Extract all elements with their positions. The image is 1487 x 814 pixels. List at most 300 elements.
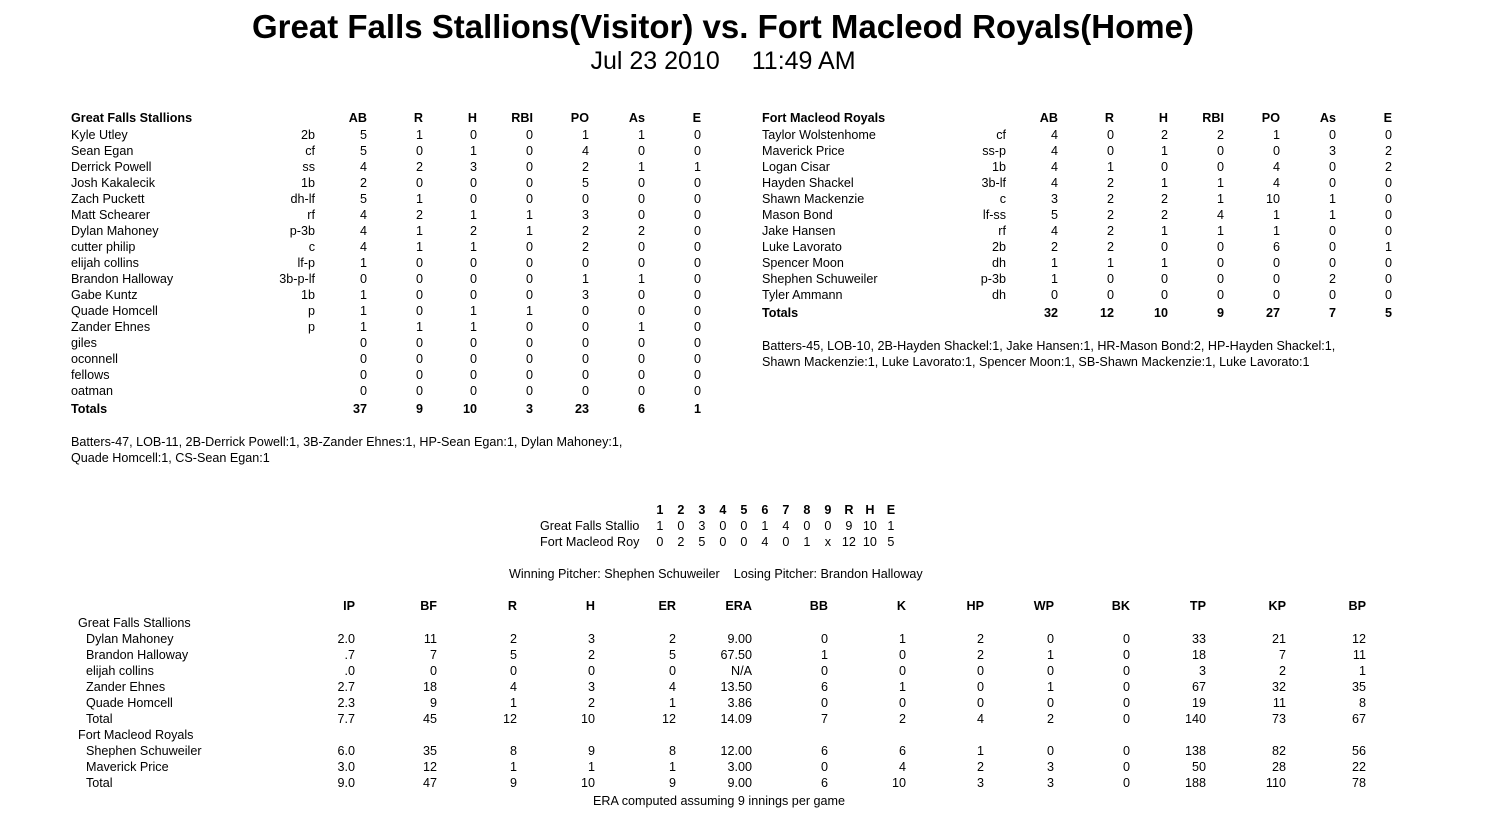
column-header: R bbox=[507, 599, 517, 613]
stat-cell: 2 bbox=[976, 648, 984, 662]
pitching-header-spacer bbox=[78, 597, 278, 615]
stat-cell: 0 bbox=[1328, 288, 1336, 302]
losing-pitcher: Losing Pitcher: Brandon Halloway bbox=[733, 567, 923, 581]
stat-cell: 7.7 bbox=[337, 712, 355, 726]
stat-cell: 0 bbox=[525, 144, 533, 158]
stat-cell: 13.50 bbox=[720, 680, 752, 694]
inning-score: 0 bbox=[803, 519, 811, 533]
inning-score: 0 bbox=[824, 519, 832, 533]
stat-cell: 0 bbox=[637, 352, 645, 366]
inning-score: x bbox=[824, 535, 832, 549]
stat-cell: 2 bbox=[1160, 128, 1168, 142]
stat-cell: 0 bbox=[1216, 160, 1224, 174]
stat-cell: 0 bbox=[1122, 648, 1130, 662]
stat-cell: 12 bbox=[1351, 632, 1366, 646]
stat-cell: 0 bbox=[581, 256, 589, 270]
stat-cell: 0 bbox=[976, 680, 984, 694]
inning-header: 6 bbox=[761, 503, 769, 517]
stat-cell: 0 bbox=[693, 336, 701, 350]
stat-cell: 5 bbox=[668, 648, 676, 662]
empty-cell bbox=[1054, 727, 1130, 743]
player-position: dh bbox=[991, 256, 1006, 270]
stat-cell: 2 bbox=[1278, 664, 1286, 678]
stat-cell: 10 bbox=[580, 776, 595, 790]
stat-cell: 1 bbox=[359, 304, 367, 318]
total-cell: 32 bbox=[1043, 306, 1058, 320]
stat-cell: 0 bbox=[415, 368, 423, 382]
column-header: AB bbox=[348, 111, 367, 125]
stat-cell: 0 bbox=[1106, 288, 1114, 302]
total-cell: 10 bbox=[1153, 306, 1168, 320]
inning-score: 1 bbox=[803, 535, 811, 549]
stat-cell: 0 bbox=[1384, 176, 1392, 190]
column-header: As bbox=[628, 111, 645, 125]
stat-cell: 2 bbox=[587, 648, 595, 662]
stat-cell: 2 bbox=[469, 224, 477, 238]
column-header: K bbox=[896, 599, 906, 613]
player-position: p bbox=[307, 320, 315, 334]
page-title: Great Falls Stallions(Visitor) vs. Fort Macleod Royals(Home) bbox=[252, 8, 1194, 45]
stat-cell: 1 bbox=[668, 696, 676, 710]
stat-cell: 0 bbox=[469, 272, 477, 286]
inning-score: 12 bbox=[841, 535, 856, 549]
column-header: R bbox=[1104, 111, 1114, 125]
stat-cell: 5 bbox=[359, 192, 367, 206]
stat-cell: 2 bbox=[637, 224, 645, 238]
empty-cell bbox=[437, 727, 517, 743]
stat-cell: 0 bbox=[509, 664, 517, 678]
stat-cell: 0 bbox=[415, 336, 423, 350]
pitcher-name: Total bbox=[86, 776, 113, 790]
stat-cell: 0 bbox=[1160, 288, 1168, 302]
empty-cell bbox=[278, 727, 355, 743]
stat-cell: 0 bbox=[469, 176, 477, 190]
player-position: 1b bbox=[300, 176, 315, 190]
inning-header: R bbox=[844, 503, 854, 517]
empty-cell bbox=[676, 727, 752, 743]
stat-cell: 2 bbox=[976, 760, 984, 774]
table-row bbox=[78, 663, 1366, 679]
stat-cell: 2 bbox=[1106, 176, 1114, 190]
player-name: Spencer Moon bbox=[762, 256, 844, 270]
player-position bbox=[271, 383, 315, 399]
column-header: R bbox=[413, 111, 423, 125]
stat-cell: 1 bbox=[525, 208, 533, 222]
empty-cell bbox=[984, 615, 1054, 631]
stat-cell: 0 bbox=[637, 240, 645, 254]
player-position: rf bbox=[307, 208, 315, 222]
stat-cell: 11 bbox=[1272, 696, 1286, 710]
stat-cell: 0 bbox=[1046, 744, 1054, 758]
player-name: Gabe Kuntz bbox=[71, 288, 138, 302]
stat-cell: 1 bbox=[415, 240, 423, 254]
stat-cell: 4 bbox=[359, 160, 367, 174]
stat-cell: 1 bbox=[1272, 128, 1280, 142]
game-date: Jul 23 2010 bbox=[590, 47, 720, 75]
stat-cell: 0 bbox=[1216, 144, 1224, 158]
player-name: oconnell bbox=[71, 352, 118, 366]
stat-cell: 0 bbox=[693, 288, 701, 302]
stat-cell: 3.00 bbox=[727, 760, 752, 774]
stat-cell: 0 bbox=[1216, 240, 1224, 254]
empty-cell bbox=[1286, 615, 1366, 631]
table-row bbox=[762, 271, 1392, 287]
player-position: 2b bbox=[300, 128, 315, 142]
pitcher-name: Dylan Mahoney bbox=[86, 632, 174, 646]
player-position: c bbox=[308, 240, 315, 254]
stat-cell: 0 bbox=[469, 192, 477, 206]
stat-cell: 0 bbox=[898, 648, 906, 662]
stat-cell: 1 bbox=[525, 224, 533, 238]
stat-cell: 0 bbox=[693, 192, 701, 206]
stat-cell: 18 bbox=[1191, 648, 1206, 662]
stat-cell: 0 bbox=[820, 696, 828, 710]
table-row bbox=[71, 319, 701, 335]
column-header: BB bbox=[809, 599, 828, 613]
stat-cell: 1 bbox=[637, 320, 645, 334]
stat-cell: 0 bbox=[1122, 776, 1130, 790]
player-name: oatman bbox=[71, 384, 114, 398]
player-position bbox=[271, 351, 315, 367]
column-header: KP bbox=[1268, 599, 1286, 613]
column-header: AB bbox=[1039, 111, 1058, 125]
inning-header: 1 bbox=[656, 503, 664, 517]
stat-cell: 0 bbox=[359, 368, 367, 382]
stat-cell: 0 bbox=[693, 272, 701, 286]
totals-label: Totals bbox=[71, 402, 108, 416]
stat-cell: 1 bbox=[359, 320, 367, 334]
stat-cell: 0 bbox=[637, 208, 645, 222]
stat-cell: 2 bbox=[1160, 192, 1168, 206]
inning-score: 5 bbox=[698, 535, 706, 549]
inning-score: 2 bbox=[677, 535, 685, 549]
stat-cell: 2 bbox=[1050, 240, 1058, 254]
player-position: 1b bbox=[991, 160, 1006, 174]
inning-header: 2 bbox=[677, 503, 685, 517]
stat-cell: 1 bbox=[1160, 144, 1168, 158]
stat-cell: 0 bbox=[469, 384, 477, 398]
team-header-spacer bbox=[540, 502, 649, 518]
stat-cell: 4 bbox=[1050, 144, 1058, 158]
stat-cell: 9 bbox=[509, 776, 517, 790]
stat-cell: 1 bbox=[1160, 256, 1168, 270]
player-position: ss bbox=[302, 160, 315, 174]
line-score-row bbox=[540, 534, 901, 550]
stat-cell: 0 bbox=[637, 384, 645, 398]
stat-cell: 0 bbox=[469, 352, 477, 366]
stat-cell: 0 bbox=[1384, 256, 1392, 270]
stat-cell: 1 bbox=[1050, 272, 1058, 286]
stat-cell: 1 bbox=[581, 128, 589, 142]
stat-cell: 0 bbox=[1122, 696, 1130, 710]
pitcher-name: Brandon Halloway bbox=[86, 648, 189, 662]
stat-cell: 67 bbox=[1191, 680, 1206, 694]
stat-cell: 188 bbox=[1184, 776, 1206, 790]
stat-cell: 9 bbox=[587, 744, 595, 758]
stat-cell: 0 bbox=[1216, 272, 1224, 286]
table-row bbox=[71, 255, 701, 271]
stat-cell: 1 bbox=[359, 256, 367, 270]
stat-cell: 0 bbox=[525, 176, 533, 190]
stat-cell: 1 bbox=[1160, 176, 1168, 190]
column-header: BF bbox=[420, 599, 437, 613]
inning-header: 8 bbox=[803, 503, 811, 517]
stat-cell: 0 bbox=[1160, 160, 1168, 174]
table-row bbox=[762, 207, 1392, 223]
line-score-row bbox=[540, 518, 901, 534]
total-cell: 9 bbox=[415, 402, 423, 416]
stat-cell: 0 bbox=[637, 176, 645, 190]
inning-header: 3 bbox=[698, 503, 706, 517]
stat-cell: 6 bbox=[820, 680, 828, 694]
stat-cell: 67.50 bbox=[720, 648, 752, 662]
home-batting-notes bbox=[762, 338, 1402, 370]
totals-row bbox=[71, 399, 701, 419]
stat-cell: 0 bbox=[1384, 272, 1392, 286]
stat-cell: 3 bbox=[1198, 664, 1206, 678]
stat-cell: 3.0 bbox=[337, 760, 355, 774]
stat-cell: 3 bbox=[587, 632, 595, 646]
stat-cell: 9 bbox=[429, 696, 437, 710]
table-row bbox=[78, 679, 1366, 695]
total-cell: 1 bbox=[693, 402, 701, 416]
empty-cell bbox=[355, 615, 437, 631]
stat-cell: 8 bbox=[509, 744, 517, 758]
total-cell: 6 bbox=[637, 402, 645, 416]
stat-cell: 0 bbox=[1328, 224, 1336, 238]
stat-cell: 21 bbox=[1271, 632, 1286, 646]
stat-cell: 1 bbox=[1358, 664, 1366, 678]
player-name: Matt Schearer bbox=[71, 208, 151, 222]
total-cell: 23 bbox=[574, 402, 589, 416]
table-row bbox=[762, 191, 1392, 207]
pitcher-name: elijah collins bbox=[86, 664, 154, 678]
stat-cell: 0 bbox=[1046, 664, 1054, 678]
stat-cell: 67 bbox=[1351, 712, 1366, 726]
stat-cell: 78 bbox=[1351, 776, 1366, 790]
inning-header: 9 bbox=[824, 503, 832, 517]
stat-cell: 2 bbox=[415, 160, 423, 174]
stat-cell: 4 bbox=[359, 224, 367, 238]
column-header: BK bbox=[1111, 599, 1130, 613]
player-position: rf bbox=[998, 224, 1006, 238]
stat-cell: 0 bbox=[525, 240, 533, 254]
stat-cell: 0 bbox=[415, 352, 423, 366]
stat-cell: 0 bbox=[820, 664, 828, 678]
table-row bbox=[71, 143, 701, 159]
stat-cell: 19 bbox=[1191, 696, 1206, 710]
stat-cell: 1 bbox=[1050, 256, 1058, 270]
inning-score: 10 bbox=[862, 519, 877, 533]
player-name: Taylor Wolstenhome bbox=[762, 128, 876, 142]
stat-cell: 0 bbox=[1046, 696, 1054, 710]
empty-cell bbox=[1286, 727, 1366, 743]
player-position: dh bbox=[991, 288, 1006, 302]
inning-score: 3 bbox=[698, 519, 706, 533]
stat-cell: 3 bbox=[581, 288, 589, 302]
stat-cell: 110 bbox=[1265, 776, 1286, 790]
column-header: HP bbox=[966, 599, 984, 613]
stat-cell: 0 bbox=[581, 352, 589, 366]
stat-cell: 3 bbox=[1046, 760, 1054, 774]
stat-cell: 0 bbox=[898, 696, 906, 710]
stat-cell: 0 bbox=[820, 632, 828, 646]
stat-cell: 0 bbox=[1384, 208, 1392, 222]
inning-header: E bbox=[886, 503, 896, 517]
stat-cell: 10 bbox=[1265, 192, 1280, 206]
stat-cell: 0 bbox=[581, 192, 589, 206]
total-cell: 37 bbox=[352, 402, 367, 416]
stat-cell: 0 bbox=[693, 224, 701, 238]
stat-cell: 0 bbox=[525, 368, 533, 382]
stat-cell: 0 bbox=[581, 320, 589, 334]
player-position: cf bbox=[996, 128, 1006, 142]
stat-cell: 82 bbox=[1271, 744, 1286, 758]
table-row bbox=[78, 759, 1366, 775]
stat-cell: 0 bbox=[415, 176, 423, 190]
column-header: RBI bbox=[1202, 111, 1224, 125]
stat-cell: 0 bbox=[693, 176, 701, 190]
stat-cell: 1 bbox=[509, 696, 517, 710]
stat-cell: 4 bbox=[1050, 128, 1058, 142]
stat-cell: 0 bbox=[415, 256, 423, 270]
team-name: Fort Macleod Royals bbox=[78, 728, 194, 742]
stat-cell: 3 bbox=[976, 776, 984, 790]
stat-cell: 3 bbox=[581, 208, 589, 222]
stat-cell: 6 bbox=[820, 776, 828, 790]
player-name: giles bbox=[71, 336, 97, 350]
stat-cell: 0 bbox=[637, 256, 645, 270]
stat-cell: 0 bbox=[1106, 144, 1114, 158]
stat-cell: 0 bbox=[1384, 288, 1392, 302]
player-name: Brandon Halloway bbox=[71, 272, 174, 286]
column-header: ERA bbox=[725, 599, 752, 613]
stat-cell: 1 bbox=[415, 320, 423, 334]
empty-cell bbox=[355, 727, 437, 743]
stat-cell: 3 bbox=[1046, 776, 1054, 790]
stat-cell: 0 bbox=[976, 664, 984, 678]
stat-cell: 2 bbox=[1384, 160, 1392, 174]
stat-cell: 2 bbox=[1106, 192, 1114, 206]
stat-cell: 138 bbox=[1184, 744, 1206, 758]
table-row bbox=[762, 255, 1392, 271]
team-name: Great Falls Stallions bbox=[71, 111, 193, 125]
stat-cell: 0 bbox=[415, 384, 423, 398]
total-cell: 10 bbox=[462, 402, 477, 416]
stat-cell: 2 bbox=[1328, 272, 1336, 286]
stat-cell: 4 bbox=[1050, 224, 1058, 238]
stat-cell: 5 bbox=[359, 128, 367, 142]
player-position: 1b bbox=[300, 288, 315, 302]
home-batting-table bbox=[762, 109, 1392, 323]
stat-cell: 0 bbox=[637, 368, 645, 382]
stat-cell: 1 bbox=[1160, 224, 1168, 238]
stat-cell: 0 bbox=[820, 760, 828, 774]
stat-cell: 1 bbox=[1216, 224, 1224, 238]
stat-cell: 0 bbox=[415, 304, 423, 318]
line-score-table bbox=[540, 502, 901, 550]
stat-cell: 0 bbox=[976, 696, 984, 710]
stat-cell: 0 bbox=[1160, 240, 1168, 254]
stat-cell: 1 bbox=[668, 760, 676, 774]
stat-cell: 1 bbox=[415, 224, 423, 238]
stat-cell: 7 bbox=[820, 712, 828, 726]
stat-cell: 0 bbox=[1328, 160, 1336, 174]
stat-cell: 45 bbox=[422, 712, 437, 726]
stat-cell: 0 bbox=[525, 192, 533, 206]
empty-cell bbox=[752, 727, 828, 743]
stat-cell: 2 bbox=[976, 632, 984, 646]
table-row bbox=[762, 143, 1392, 159]
stat-cell: 1 bbox=[415, 128, 423, 142]
inning-header: H bbox=[865, 503, 875, 517]
table-row bbox=[71, 367, 701, 383]
stat-cell: 0 bbox=[1384, 224, 1392, 238]
stat-cell: 56 bbox=[1351, 744, 1366, 758]
stat-cell: 1 bbox=[359, 288, 367, 302]
column-header: H bbox=[1158, 111, 1168, 125]
stat-cell: 2 bbox=[668, 632, 676, 646]
stat-cell: 33 bbox=[1191, 632, 1206, 646]
table-row bbox=[762, 175, 1392, 191]
stat-cell: 2 bbox=[1046, 712, 1054, 726]
stat-cell: 0 bbox=[668, 664, 676, 678]
stat-cell: 4 bbox=[1216, 208, 1224, 222]
stat-cell: 2 bbox=[1384, 144, 1392, 158]
column-header: E bbox=[1383, 111, 1392, 125]
stat-cell: 0 bbox=[1328, 256, 1336, 270]
stat-cell: 4 bbox=[359, 240, 367, 254]
table-row bbox=[71, 223, 701, 239]
stat-cell: 1 bbox=[1328, 208, 1336, 222]
inning-score: 0 bbox=[740, 535, 748, 549]
pitcher-name: Total bbox=[86, 712, 113, 726]
empty-cell bbox=[1130, 727, 1206, 743]
empty-cell bbox=[828, 727, 906, 743]
pitcher-name: Zander Ehnes bbox=[86, 680, 166, 694]
stat-cell: 6 bbox=[898, 744, 906, 758]
table-row bbox=[78, 743, 1366, 759]
stat-cell: 0 bbox=[693, 352, 701, 366]
column-header: WP bbox=[1033, 599, 1054, 613]
stat-cell: 2 bbox=[1216, 128, 1224, 142]
stat-cell: 7 bbox=[1278, 648, 1286, 662]
visitor-notes-line: Batters-47, LOB-11, 2B-Derrick Powell:1, 3B-Zander Ehnes:1, HP-Sean Egan:1, Dylan Mahoney:1, bbox=[71, 435, 623, 449]
stat-cell: 12.00 bbox=[720, 744, 752, 758]
stat-cell: 4 bbox=[1272, 160, 1280, 174]
player-name: Tyler Ammann bbox=[762, 288, 843, 302]
empty-cell bbox=[676, 615, 752, 631]
stat-cell: 2.7 bbox=[337, 680, 355, 694]
stat-cell: 12 bbox=[661, 712, 676, 726]
inning-score: 1 bbox=[761, 519, 769, 533]
stat-cell: 1 bbox=[1272, 208, 1280, 222]
stat-cell: 1 bbox=[1384, 240, 1392, 254]
stat-cell: 0 bbox=[525, 352, 533, 366]
visitor-batting-notes bbox=[71, 434, 671, 466]
stat-cell: 47 bbox=[422, 776, 437, 790]
stat-cell: 7 bbox=[429, 648, 437, 662]
stat-cell: 0 bbox=[525, 272, 533, 286]
total-cell: 3 bbox=[525, 402, 533, 416]
player-name: Dylan Mahoney bbox=[71, 224, 159, 238]
visitor-notes-line: Quade Homcell:1, CS-Sean Egan:1 bbox=[71, 451, 270, 465]
stat-cell: 0 bbox=[637, 192, 645, 206]
player-name: fellows bbox=[71, 368, 110, 382]
player-name: Hayden Shackel bbox=[762, 176, 854, 190]
era-footnote: ERA computed assuming 9 innings per game bbox=[593, 794, 846, 808]
stat-cell: 32 bbox=[1271, 680, 1286, 694]
